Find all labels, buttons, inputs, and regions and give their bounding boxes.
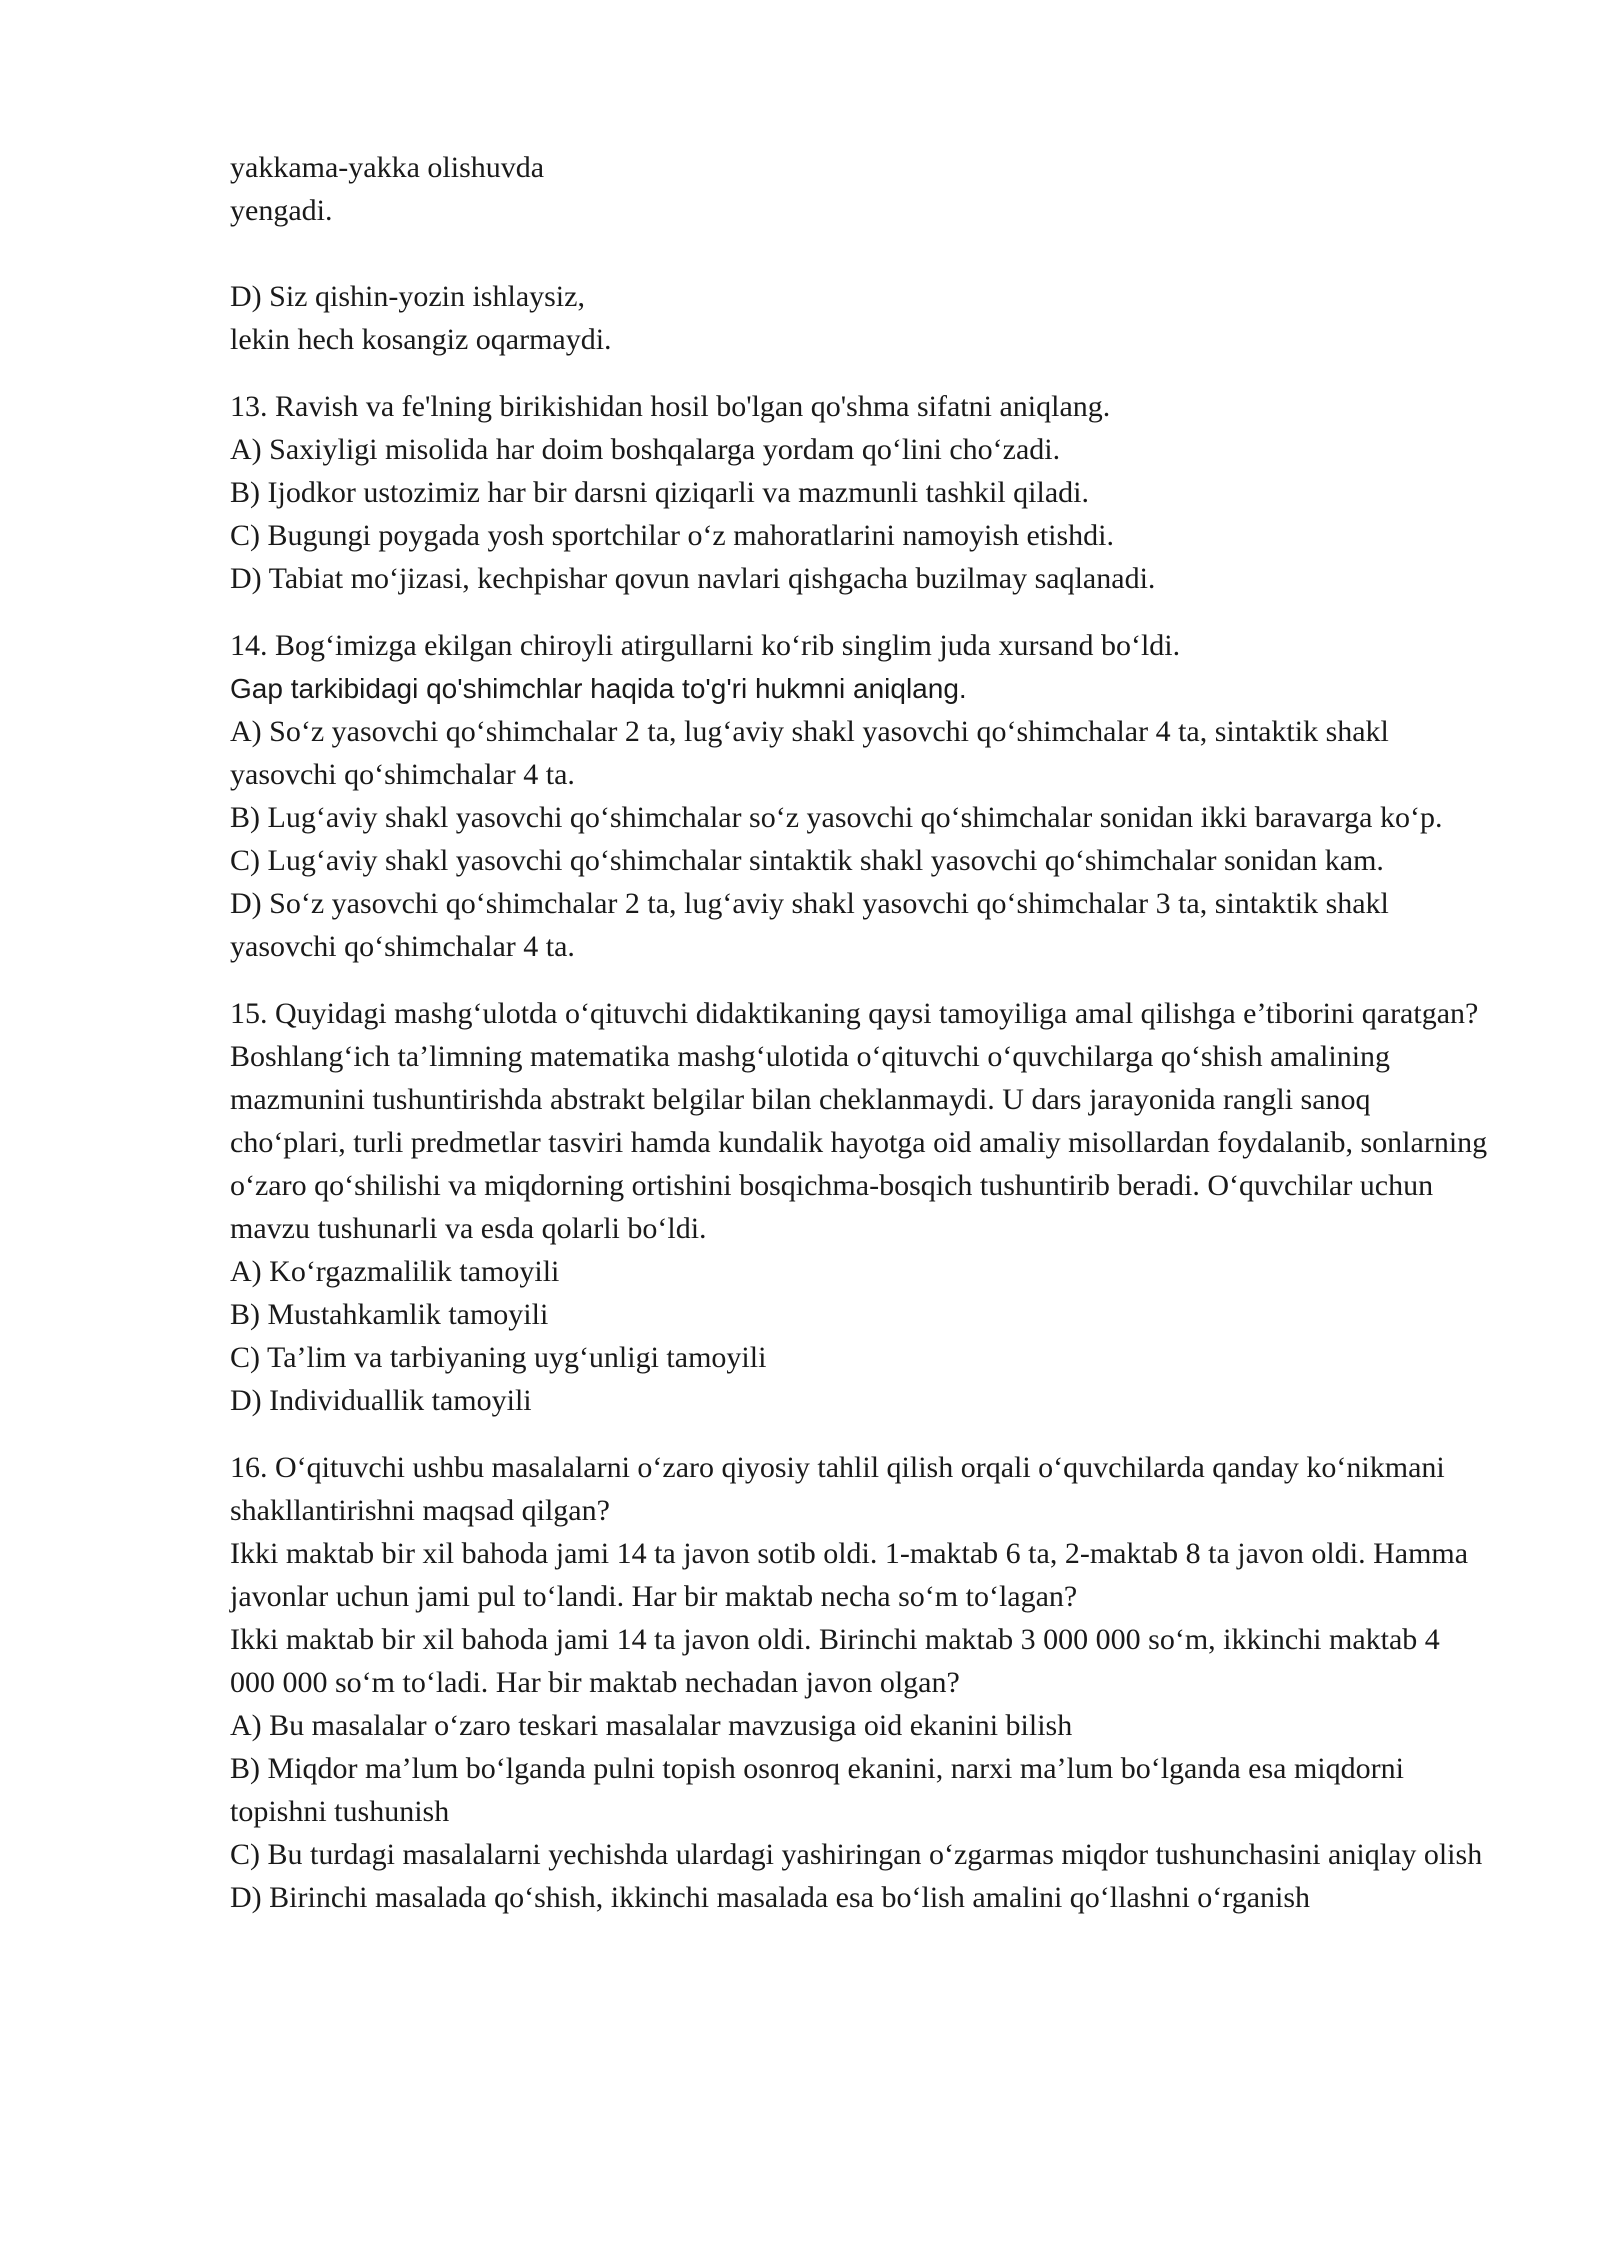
answer-option-b: B) Ijodkor ustozimiz har bir darsni qiziqarli va mazmunli tashkil qiladi. <box>230 476 1089 509</box>
answer-option-d: D) So‘z yasovchi qo‘shimchalar 2 ta, lug‘aviy shakl yasovchi qo‘shimchalar 3 ta, sintaktik shakl yasovchi qo‘shimchalar 4 ta. <box>230 887 1389 963</box>
answer-option-c: C) Bugungi poygada yosh sportchilar o‘z mahoratlarini namoyish etishdi. <box>230 519 1115 552</box>
fragment-line: yengadi. <box>230 194 333 227</box>
answer-option-d: D) Birinchi masalada qo‘shish, ikkinchi masalada esa bo‘lish amalini qo‘llashni o‘rganish <box>230 1881 1311 1914</box>
fragment-option-d <box>230 275 1490 361</box>
answer-option-a: A) Saxiyligi misolida har doim boshqalarga yordam qo‘lini cho‘zadi. <box>230 433 1061 466</box>
answer-option-b: B) Miqdor ma’lum bo‘lganda pulni topish osonroq ekanini, narxi ma’lum bo‘lganda esa miqdorni topishni tushunish <box>230 1752 1404 1828</box>
document-body <box>230 146 1490 1943</box>
answer-option-d: D) Tabiat mo‘jizasi, kechpishar qovun navlari qishgacha buzilmay saqlanadi. <box>230 562 1156 595</box>
answer-option-c: C) Ta’lim va tarbiyaning uyg‘unligi tamoyili <box>230 1341 767 1374</box>
answer-option-d: D) Individuallik tamoyili <box>230 1384 532 1417</box>
question-title: 14. Bog‘imizga ekilgan chiroyli atirgullarni ko‘rib singlim juda xursand bo‘ldi. <box>230 629 1181 662</box>
answer-option-a: A) Bu masalalar o‘zaro teskari masalalar mavzusiga oid ekanini bilish <box>230 1709 1073 1742</box>
answer-option-b: B) Mustahkamlik tamoyili <box>230 1298 549 1331</box>
question-16 <box>230 1446 1490 1919</box>
question-stem: Boshlang‘ich ta’limning matematika mashg‘ulotida o‘qituvchi o‘quvchilarga qo‘shish amalining mazmunini tushuntirishda abstrakt belgilar bilan cheklanmaydi. U dars jarayonida rangli sanoq cho‘plari, turli predmetlar tasviri hamda kundalik hayotga oid amaliy misollardan foydalanib, sonlarning o‘zaro qo‘shilishi va miqdorning ortishini bosqichma-bosqich tushuntirib beradi. O‘quvchilar uchun mavzu tushunarli va esda qolarli bo‘ldi. <box>230 1040 1488 1245</box>
question-title: 15. Quyidagi mashg‘ulotda o‘qituvchi didaktikaning qaysi tamoyiliga amal qilishga e’tiborini qaratgan? <box>230 997 1479 1030</box>
answer-option-a: A) Ko‘rgazmalilik tamoyili <box>230 1255 560 1288</box>
question-stem: Ikki maktab bir xil bahoda jami 14 ta javon oldi. Birinchi maktab 3 000 000 so‘m, ikkinchi maktab 4 000 000 so‘m to‘ladi. Har bir maktab nechadan javon olgan? <box>230 1623 1440 1699</box>
answer-option-c: C) Lug‘aviy shakl yasovchi qo‘shimchalar sintaktik shakl yasovchi qo‘shimchalar sonidan kam. <box>230 844 1384 877</box>
answer-option-b: B) Lug‘aviy shakl yasovchi qo‘shimchalar so‘z yasovchi qo‘shimchalar sonidan ikki baravarga ko‘p. <box>230 801 1443 834</box>
question-15 <box>230 992 1490 1422</box>
question-fragment <box>230 146 1490 232</box>
question-stem: Gap tarkibidagi qo'shimchlar haqida to'g'ri hukmni aniqlang. <box>230 673 967 704</box>
option-line: D) Siz qishin-yozin ishlaysiz, <box>230 280 585 313</box>
fragment-line: yakkama-yakka olishuvda <box>230 151 545 184</box>
option-line: lekin hech kosangiz oqarmaydi. <box>230 323 612 356</box>
question-title: 13. Ravish va fe'lning birikishidan hosil bo'lgan qo'shma sifatni aniqlang. <box>230 390 1111 423</box>
question-14 <box>230 624 1490 968</box>
answer-option-a: A) So‘z yasovchi qo‘shimchalar 2 ta, lug‘aviy shakl yasovchi qo‘shimchalar 4 ta, sintaktik shakl yasovchi qo‘shimchalar 4 ta. <box>230 715 1389 791</box>
answer-option-c: C) Bu turdagi masalalarni yechishda ulardagi yashiringan o‘zgarmas miqdor tushunchasini aniqlay olish <box>230 1838 1483 1871</box>
question-title: 16. O‘qituvchi ushbu masalalarni o‘zaro qiyosiy tahlil qilish orqali o‘quvchilarda qanday ko‘nikmani shakllantirishni maqsad qilgan? <box>230 1451 1445 1527</box>
question-stem: Ikki maktab bir xil bahoda jami 14 ta javon sotib oldi. 1-maktab 6 ta, 2-maktab 8 ta javon oldi. Hamma javonlar uchun jami pul to‘landi. Har bir maktab necha so‘m to‘lagan? <box>230 1537 1469 1613</box>
question-13 <box>230 385 1490 600</box>
